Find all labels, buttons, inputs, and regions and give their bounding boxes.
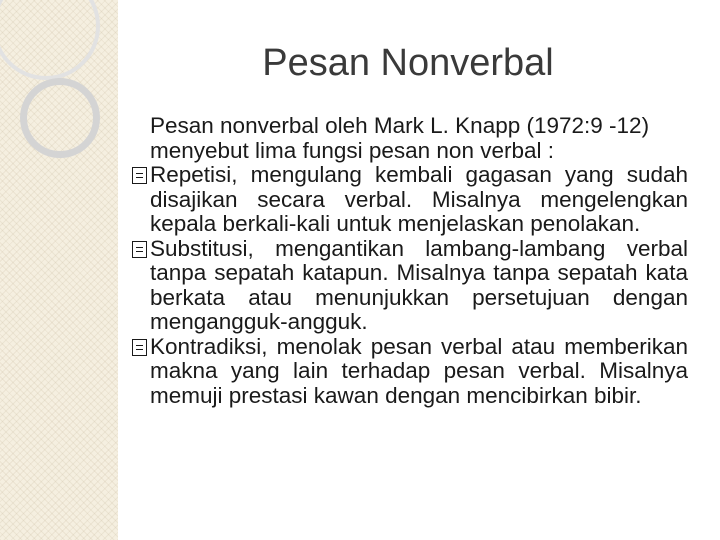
slide-title: Pesan Nonverbal [262,42,554,84]
list-item-repetisi [132,163,688,237]
box-glyph-icon [132,167,147,184]
intro-paragraph: Pesan nonverbal oleh Mark L. Knapp (1972:9 -12) menyebut lima fungsi pesan non verbal : [150,113,650,163]
box-glyph-icon [132,241,147,258]
list-item-text: Repetisi, mengulang kembali gagasan yang sudah disajikan secara verbal. Misalnya mengelengkan kepala berkali-kali untuk menjelaskan penolakan. [150,162,688,236]
list-item-text: Kontradiksi, menolak pesan verbal atau memberikan makna yang lain terhadap pesan verbal. Misalnya memuji prestasi kawan dengan mencibirkan bibir. [150,333,688,408]
decorative-circle-small [20,78,100,158]
slide-body [132,114,688,408]
list-item-kontradiksi [132,335,688,409]
list-item-substitusi [132,237,688,335]
list-item-text: Substitusi, mengantikan lambang-lambang verbal tanpa sepatah katapun. Misalnya tanpa sepatah kata berkata atau menunjukkan persetujuan dengan mengangguk-angguk. [150,235,688,334]
box-glyph-icon [132,339,147,356]
